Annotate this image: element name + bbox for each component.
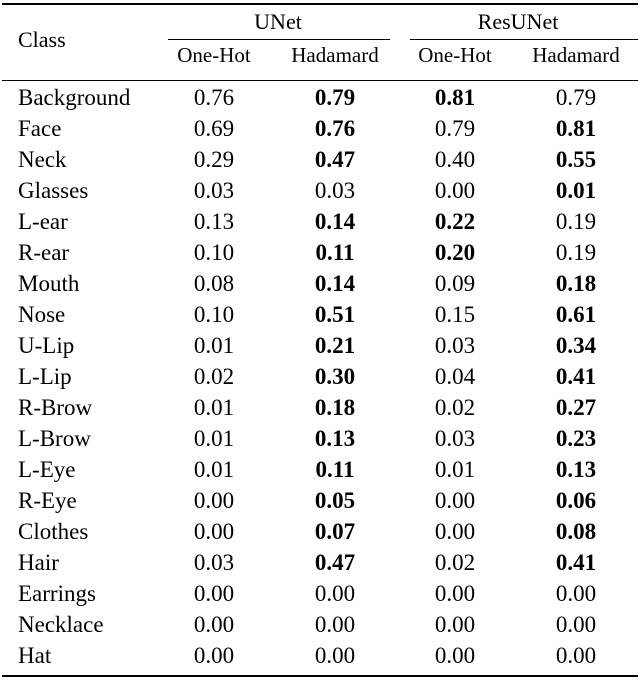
row-label: Clothes (18, 519, 89, 544)
cell-unet-hadamard: 0.00 (314, 612, 356, 637)
cell-unet-hadamard: 0.79 (314, 85, 356, 110)
row-label: L-Lip (18, 364, 72, 389)
cell-unet-onehot: 0.02 (193, 364, 235, 389)
cell-resunet-onehot: 0.00 (434, 519, 476, 544)
group-header-resunet: ResUNet (477, 9, 559, 34)
cell-unet-hadamard: 0.11 (315, 240, 355, 265)
cell-unet-onehot: 0.01 (193, 457, 235, 482)
cell-resunet-hadamard: 0.00 (555, 612, 597, 637)
row-label: R-Eye (18, 488, 77, 513)
cell-unet-onehot: 0.00 (193, 519, 235, 544)
cell-unet-onehot: 0.00 (193, 488, 235, 513)
cell-unet-hadamard: 0.03 (314, 178, 356, 203)
row-label: Hat (18, 643, 52, 668)
subheader-resunet-hadamard: Hadamard (532, 43, 620, 67)
cell-unet-onehot: 0.03 (193, 550, 235, 575)
cell-resunet-hadamard: 0.01 (555, 178, 597, 203)
cell-unet-onehot: 0.76 (193, 85, 235, 110)
cell-unet-hadamard: 0.76 (314, 116, 356, 141)
cell-resunet-onehot: 0.00 (434, 581, 476, 606)
cell-resunet-hadamard: 0.81 (555, 116, 597, 141)
row-label: Glasses (18, 178, 89, 203)
cell-resunet-onehot: 0.22 (434, 209, 476, 234)
unet-group-rule (168, 39, 390, 40)
cell-resunet-onehot: 0.00 (434, 488, 476, 513)
cell-unet-onehot: 0.29 (193, 147, 235, 172)
cell-unet-onehot: 0.01 (193, 333, 235, 358)
cell-unet-onehot: 0.69 (193, 116, 235, 141)
cell-resunet-onehot: 0.09 (434, 271, 476, 296)
cell-resunet-onehot: 0.00 (434, 612, 476, 637)
cell-unet-hadamard: 0.11 (315, 457, 355, 482)
cell-resunet-onehot: 0.00 (434, 178, 476, 203)
row-label: R-Brow (18, 395, 93, 420)
cell-resunet-onehot: 0.03 (434, 426, 476, 451)
cell-resunet-onehot: 0.15 (434, 302, 476, 327)
cell-resunet-hadamard: 0.00 (555, 581, 597, 606)
cell-unet-onehot: 0.01 (193, 395, 235, 420)
cell-unet-hadamard: 0.14 (314, 271, 356, 296)
cell-unet-hadamard: 0.13 (314, 426, 356, 451)
cell-resunet-onehot: 0.40 (434, 147, 476, 172)
cell-resunet-hadamard: 0.19 (555, 240, 597, 265)
cell-unet-onehot: 0.10 (193, 240, 235, 265)
cell-resunet-hadamard: 0.23 (555, 426, 597, 451)
row-label: Mouth (18, 271, 80, 296)
top-rule (2, 3, 638, 5)
cell-resunet-hadamard: 0.00 (555, 643, 597, 668)
row-label: Necklace (18, 612, 104, 637)
cell-resunet-onehot: 0.00 (434, 643, 476, 668)
row-label: Background (18, 85, 131, 110)
subheader-resunet-onehot: One-Hot (418, 43, 492, 67)
cell-unet-hadamard: 0.00 (314, 643, 356, 668)
cell-resunet-hadamard: 0.08 (555, 519, 597, 544)
cell-unet-hadamard: 0.00 (314, 581, 356, 606)
cell-resunet-hadamard: 0.06 (555, 488, 597, 513)
header-rule (2, 80, 638, 81)
cell-resunet-onehot: 0.03 (434, 333, 476, 358)
row-label: L-Brow (18, 426, 91, 451)
cell-resunet-onehot: 0.02 (434, 550, 476, 575)
cell-resunet-hadamard: 0.79 (555, 85, 597, 110)
cell-resunet-onehot: 0.79 (434, 116, 476, 141)
cell-unet-hadamard: 0.14 (314, 209, 356, 234)
cell-unet-onehot: 0.08 (193, 271, 235, 296)
cell-resunet-hadamard: 0.19 (555, 209, 597, 234)
cell-resunet-hadamard: 0.18 (555, 271, 597, 296)
cell-unet-onehot: 0.03 (193, 178, 235, 203)
cell-resunet-hadamard: 0.13 (555, 457, 597, 482)
row-label: L-ear (18, 209, 68, 234)
cell-unet-hadamard: 0.47 (314, 550, 356, 575)
cell-resunet-onehot: 0.02 (434, 395, 476, 420)
cell-resunet-hadamard: 0.41 (555, 550, 597, 575)
row-label: Neck (18, 147, 67, 172)
cell-resunet-onehot: 0.04 (434, 364, 476, 389)
cell-unet-onehot: 0.10 (193, 302, 235, 327)
row-label: Nose (18, 302, 66, 327)
cell-unet-onehot: 0.00 (193, 581, 235, 606)
cell-unet-hadamard: 0.47 (314, 147, 356, 172)
cell-resunet-hadamard: 0.27 (555, 395, 597, 420)
cell-resunet-onehot: 0.01 (434, 457, 476, 482)
row-label: Face (18, 116, 62, 141)
cell-unet-onehot: 0.01 (193, 426, 235, 451)
cell-unet-onehot: 0.00 (193, 612, 235, 637)
cell-unet-hadamard: 0.07 (314, 519, 356, 544)
cell-unet-hadamard: 0.21 (314, 333, 356, 358)
cell-resunet-hadamard: 0.61 (555, 302, 597, 327)
cell-resunet-onehot: 0.20 (434, 240, 476, 265)
cell-unet-onehot: 0.13 (193, 209, 235, 234)
cell-unet-hadamard: 0.30 (314, 364, 356, 389)
cell-unet-hadamard: 0.51 (314, 302, 356, 327)
bottom-rule (2, 675, 638, 677)
cell-unet-hadamard: 0.05 (314, 488, 356, 513)
cell-resunet-hadamard: 0.41 (555, 364, 597, 389)
row-label: Hair (18, 550, 59, 575)
class-column-header: Class (18, 27, 66, 52)
row-label: Earrings (18, 581, 96, 606)
cell-unet-onehot: 0.00 (193, 643, 235, 668)
cell-resunet-hadamard: 0.55 (555, 147, 597, 172)
cell-unet-hadamard: 0.18 (314, 395, 356, 420)
cell-resunet-hadamard: 0.34 (555, 333, 597, 358)
group-header-unet: UNet (254, 9, 302, 34)
subheader-unet-hadamard: Hadamard (291, 43, 379, 67)
row-label: L-Eye (18, 457, 76, 482)
row-label: U-Lip (18, 333, 75, 358)
cell-resunet-onehot: 0.81 (434, 85, 476, 110)
subheader-unet-onehot: One-Hot (177, 43, 251, 67)
resunet-group-rule (410, 39, 638, 40)
row-label: R-ear (18, 240, 70, 265)
